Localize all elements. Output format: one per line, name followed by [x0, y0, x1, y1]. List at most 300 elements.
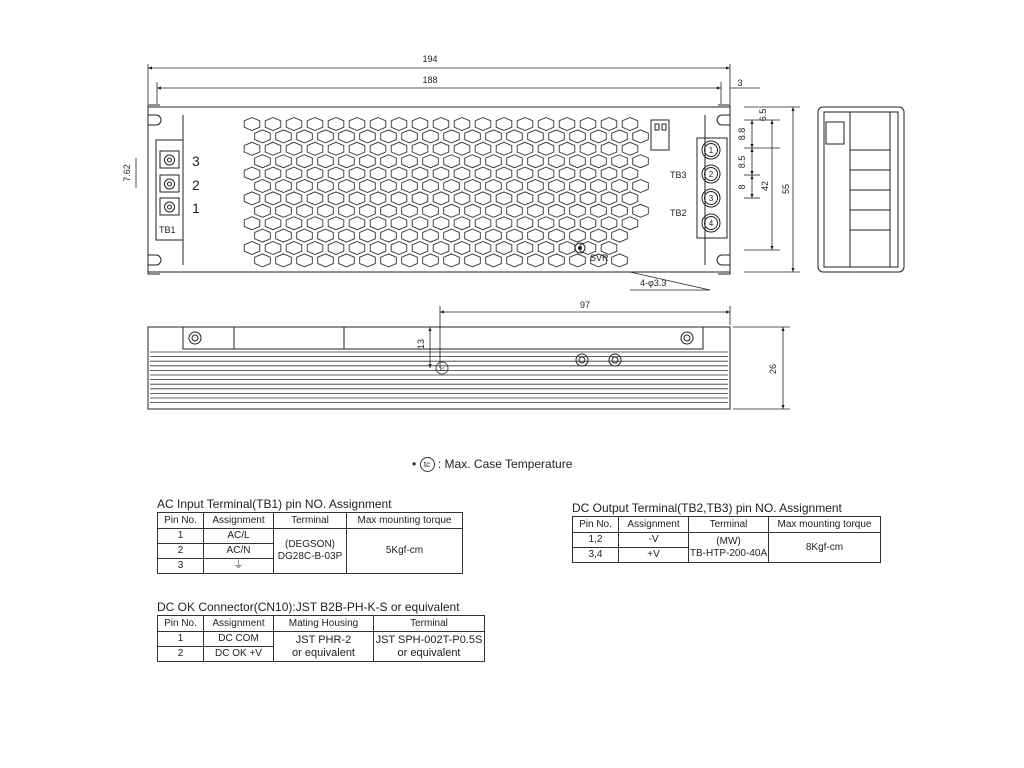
vent-hole [381, 130, 397, 143]
vent-hole [496, 217, 512, 230]
vent-hole [622, 118, 638, 131]
vent-hole [570, 204, 586, 217]
vent-hole [412, 242, 428, 255]
vent-hole [559, 118, 575, 131]
vent-hole [612, 204, 628, 217]
ac-table-title: AC Input Terminal(TB1) pin NO. Assignment [157, 497, 392, 511]
ac-row-1-pin: 1 [158, 529, 204, 544]
vent-hole [580, 217, 596, 230]
vent-hole [360, 229, 376, 242]
vent-hole [559, 217, 575, 230]
dim-height: 26 [768, 363, 778, 375]
dim-mount-offset: 6.5 [758, 108, 768, 122]
vent-hole [549, 180, 565, 193]
vent-hole [612, 229, 628, 242]
vent-hole [402, 130, 418, 143]
dim-tc-offset: 97 [579, 300, 591, 310]
tb1-pin-1: 1 [192, 200, 200, 216]
tc-symbol: tc [420, 457, 435, 472]
vent-hole [549, 254, 565, 267]
vent-hole [255, 180, 271, 193]
tb1-screw-center [168, 205, 172, 209]
vent-hole [601, 118, 617, 131]
vent-hole [318, 155, 334, 168]
end-view [818, 107, 904, 272]
vent-hole [622, 217, 638, 230]
vent-hole [475, 217, 491, 230]
dc-terminal-line2: TB-HTP-200-40A [689, 547, 768, 559]
vent-hole [622, 142, 638, 155]
vent-hole [276, 155, 292, 168]
vent-hole [496, 192, 512, 205]
ac-input-table [157, 497, 463, 574]
dc-ok-connector [651, 120, 669, 150]
vent-hole [328, 192, 344, 205]
vent-hole [349, 142, 365, 155]
vent-hole [286, 118, 302, 131]
dim-body-length: 188 [422, 75, 438, 85]
vent-hole [318, 204, 334, 217]
vent-hole [444, 155, 460, 168]
vent-hole [517, 217, 533, 230]
dc-torque: 8Kgf-cm [769, 533, 881, 563]
vent-hole [370, 217, 386, 230]
vent-hole [255, 204, 271, 217]
ac-header-terminal: Terminal [274, 513, 347, 529]
dc-header-terminal: Terminal [689, 517, 769, 533]
vent-hole [538, 167, 554, 180]
vent-hole [297, 130, 313, 143]
vent-hole [307, 118, 323, 131]
vent-hole [517, 167, 533, 180]
dc-row-1-pin: 1,2 [573, 533, 619, 548]
vent-hole [244, 242, 260, 255]
vent-hole [444, 229, 460, 242]
vent-hole [601, 167, 617, 180]
vent-hole [297, 204, 313, 217]
vent-hole [381, 254, 397, 267]
vent-hole [297, 155, 313, 168]
vent-hole [486, 229, 502, 242]
vent-hole [339, 130, 355, 143]
vent-hole [402, 254, 418, 267]
vent-hole [570, 130, 586, 143]
vent-hole [475, 192, 491, 205]
vent-hole [465, 229, 481, 242]
dc-header-torque: Max mounting torque [769, 517, 881, 533]
ok-row-1-pin: 1 [158, 632, 204, 647]
vent-hole [276, 254, 292, 267]
vent-hole [612, 130, 628, 143]
vent-hole [475, 142, 491, 155]
vent-hole [307, 142, 323, 155]
vent-hole [402, 229, 418, 242]
vent-hole [570, 180, 586, 193]
vent-hole [528, 155, 544, 168]
vent-hole [318, 229, 334, 242]
vent-hole [507, 254, 523, 267]
legend-bullet: • [412, 457, 417, 471]
vent-hole [244, 142, 260, 155]
ok-header-pin: Pin No. [158, 616, 204, 632]
vent-hole [423, 130, 439, 143]
vent-hole [381, 180, 397, 193]
vent-hole [370, 118, 386, 131]
ac-header-torque: Max mounting torque [347, 513, 463, 529]
vent-hole [349, 217, 365, 230]
dc-pin-1: 1 [708, 146, 714, 155]
dc-header-pin: Pin No. [573, 517, 619, 533]
vent-hole [496, 118, 512, 131]
tb1-screw [165, 155, 175, 165]
vent-hole [265, 192, 281, 205]
tb1-screw-center [168, 182, 172, 186]
vent-hole [339, 254, 355, 267]
top-view-body [148, 107, 730, 272]
vent-hole [391, 242, 407, 255]
dc-ok-table [157, 600, 485, 662]
vent-hole [528, 180, 544, 193]
vent-hole [328, 167, 344, 180]
tb1-label: TB1 [159, 225, 176, 235]
vent-hole [507, 229, 523, 242]
dc-pin-2: 2 [708, 170, 714, 179]
vent-hole [255, 155, 271, 168]
vent-hole [454, 242, 470, 255]
mount-holes-label: 4-φ3.3 [640, 278, 667, 288]
tb3-label: TB3 [670, 170, 687, 180]
vent-hole [381, 155, 397, 168]
dc-pin-4: 4 [708, 219, 714, 228]
ok-housing-line1: JST PHR-2 [295, 633, 352, 646]
vent-hole [349, 192, 365, 205]
vent-hole [402, 204, 418, 217]
vent-hole [286, 192, 302, 205]
dc-output-table [572, 501, 881, 563]
dc-header-assignment: Assignment [619, 517, 689, 533]
vent-hole [465, 155, 481, 168]
vent-hole [349, 242, 365, 255]
tb1-screw [165, 202, 175, 212]
vent-hole [622, 192, 638, 205]
vent-hole [276, 229, 292, 242]
vent-hole [580, 142, 596, 155]
vent-hole [391, 118, 407, 131]
vent-hole [486, 204, 502, 217]
ok-header-assignment: Assignment [204, 616, 274, 632]
vent-hole [391, 217, 407, 230]
vent-hole [286, 242, 302, 255]
vent-hole [391, 192, 407, 205]
tc-legend [412, 457, 572, 472]
vent-hole [549, 155, 565, 168]
ac-torque: 5Kgf-cm [347, 529, 463, 574]
vent-hole [444, 130, 460, 143]
vent-hole [297, 180, 313, 193]
vent-hole [307, 167, 323, 180]
vent-hole [328, 118, 344, 131]
ok-terminal [374, 632, 485, 662]
vent-hole [465, 130, 481, 143]
vent-hole [265, 217, 281, 230]
vent-hole [507, 155, 523, 168]
vent-hole [381, 229, 397, 242]
ac-terminal-line2: DG28C-B-03P [277, 551, 343, 562]
vent-hole [475, 167, 491, 180]
ventilation-holes [244, 118, 648, 267]
ac-row-2-pin: 2 [158, 544, 204, 559]
vent-hole [507, 180, 523, 193]
dim-hole-spacing: 42 [760, 180, 770, 192]
vent-hole [444, 254, 460, 267]
vent-hole [496, 167, 512, 180]
dim-pitch-1: 8.8 [737, 127, 747, 141]
vent-hole [433, 242, 449, 255]
vent-hole [486, 254, 502, 267]
vent-hole [423, 180, 439, 193]
vent-hole [265, 142, 281, 155]
ok-housing-line2: or equivalent [292, 646, 355, 659]
vent-hole [612, 180, 628, 193]
vent-hole [244, 217, 260, 230]
vent-hole [570, 155, 586, 168]
vent-hole [549, 204, 565, 217]
vent-hole [339, 155, 355, 168]
vent-hole [633, 204, 649, 217]
vent-hole [528, 204, 544, 217]
vent-hole [591, 130, 607, 143]
dc-pin-3: 3 [708, 194, 714, 203]
vent-hole [412, 192, 428, 205]
vent-hole [265, 118, 281, 131]
vent-hole [433, 192, 449, 205]
vent-hole [286, 167, 302, 180]
vent-hole [370, 192, 386, 205]
vent-hole [244, 192, 260, 205]
vent-hole [265, 242, 281, 255]
ok-header-housing: Mating Housing [274, 616, 374, 632]
vent-hole [570, 229, 586, 242]
vent-hole [276, 180, 292, 193]
vent-hole [349, 118, 365, 131]
tb1-pin-labels [192, 153, 200, 216]
ok-row-2-pin: 2 [158, 647, 204, 662]
vent-hole [307, 217, 323, 230]
dim-pitch-2: 8.5 [737, 155, 747, 169]
vent-hole [517, 242, 533, 255]
vent-hole [465, 254, 481, 267]
ac-terminal-line1: (DEGSON) [285, 539, 335, 550]
vent-hole [360, 130, 376, 143]
vent-hole [255, 254, 271, 267]
ac-row-2-assignment: AC/N [204, 544, 274, 559]
vent-hole [244, 118, 260, 131]
vent-hole [591, 180, 607, 193]
front-dimension-text [416, 300, 778, 374]
vent-hole [339, 204, 355, 217]
vent-hole [580, 167, 596, 180]
vent-hole [297, 229, 313, 242]
ac-terminal [274, 529, 347, 574]
vent-hole [559, 167, 575, 180]
vent-hole [538, 142, 554, 155]
vent-hole [601, 142, 617, 155]
vent-hole [423, 229, 439, 242]
vent-hole [538, 192, 554, 205]
vent-hole [538, 242, 554, 255]
vent-hole [360, 180, 376, 193]
vent-hole [381, 204, 397, 217]
vent-hole [528, 229, 544, 242]
vent-hole [391, 167, 407, 180]
vent-hole [496, 242, 512, 255]
dc-row-2-pin: 3,4 [573, 548, 619, 563]
vent-hole [339, 180, 355, 193]
vent-hole [622, 167, 638, 180]
vent-hole [507, 130, 523, 143]
vent-hole [454, 217, 470, 230]
vent-hole [433, 217, 449, 230]
vent-hole [517, 142, 533, 155]
vent-hole [507, 204, 523, 217]
vent-hole [559, 242, 575, 255]
vent-hole [360, 155, 376, 168]
vent-hole [328, 242, 344, 255]
vent-hole [475, 242, 491, 255]
vent-hole [255, 130, 271, 143]
vent-hole [402, 155, 418, 168]
vent-hole [412, 217, 428, 230]
front-screw-right [681, 332, 693, 344]
top-dimension-text [122, 54, 791, 288]
ac-row-1-assignment: AC/L [204, 529, 274, 544]
ok-row-2-assignment: DC OK +V [204, 647, 274, 662]
vent-hole [423, 204, 439, 217]
ok-housing [274, 632, 374, 662]
tb1-screw [165, 179, 175, 189]
vent-hole [591, 229, 607, 242]
svr-label: SVR [590, 253, 609, 263]
vent-hole [370, 167, 386, 180]
vent-hole [517, 192, 533, 205]
vent-hole [633, 155, 649, 168]
dim-pitch-3: 8 [737, 184, 747, 190]
vent-hole [465, 180, 481, 193]
vent-hole [454, 142, 470, 155]
vent-hole [559, 192, 575, 205]
tb1-pin-2: 2 [192, 177, 200, 193]
vent-hole [286, 217, 302, 230]
dc-terminal-line1: (MW) [716, 535, 741, 547]
dc-row-2-assignment: +V [619, 548, 689, 563]
vent-hole [391, 142, 407, 155]
vent-hole [318, 180, 334, 193]
tc-point-label: tc [439, 367, 445, 373]
vent-hole [454, 118, 470, 131]
vent-hole [601, 217, 617, 230]
front-screw-left [189, 332, 201, 344]
vent-hole [307, 192, 323, 205]
vent-hole [433, 167, 449, 180]
vent-hole [517, 118, 533, 131]
vent-hole [286, 142, 302, 155]
ok-terminal-line2: or equivalent [397, 646, 461, 659]
dim-tb1-pitch: 7.62 [122, 164, 132, 182]
vent-hole [265, 167, 281, 180]
vent-hole [538, 118, 554, 131]
ok-row-1-assignment: DC COM [204, 632, 274, 647]
ok-terminal-line1: JST SPH-002T-P0.5S [375, 633, 483, 646]
vent-hole [360, 254, 376, 267]
vent-hole [465, 204, 481, 217]
ok-table-title: DC OK Connector(CN10):JST B2B-PH-K-S or equivalent [157, 600, 460, 614]
vent-hole [276, 130, 292, 143]
top-view [148, 105, 730, 274]
vent-hole [339, 229, 355, 242]
vent-hole [549, 130, 565, 143]
ac-row-3-assignment: ⏚ [204, 559, 274, 574]
vent-hole [412, 167, 428, 180]
vent-hole [444, 180, 460, 193]
vent-hole [318, 130, 334, 143]
heatsink-fins [150, 352, 728, 403]
vent-hole [633, 130, 649, 143]
dc-row-1-assignment: -V [619, 533, 689, 548]
vent-hole [412, 142, 428, 155]
tb1-screw-center [168, 158, 172, 162]
vent-hole [297, 254, 313, 267]
vent-hole [538, 217, 554, 230]
tb1-pin-3: 3 [192, 153, 200, 169]
vent-hole [423, 155, 439, 168]
vent-hole [349, 167, 365, 180]
ac-row-3-pin: 3 [158, 559, 204, 574]
ac-header-assignment: Assignment [204, 513, 274, 529]
vent-hole [486, 180, 502, 193]
dc-terminal [689, 533, 769, 563]
dim-tc-height: 13 [416, 338, 426, 350]
vent-hole [433, 118, 449, 131]
legend-text: : Max. Case Temperature [437, 457, 573, 471]
vent-hole [454, 192, 470, 205]
vent-hole [570, 254, 586, 267]
vent-hole [528, 130, 544, 143]
vent-hole [496, 142, 512, 155]
vent-hole [454, 167, 470, 180]
vent-hole [328, 217, 344, 230]
vent-hole [328, 142, 344, 155]
vent-hole [486, 130, 502, 143]
vent-hole [244, 167, 260, 180]
vent-hole [433, 142, 449, 155]
vent-hole [633, 180, 649, 193]
dim-width: 55 [781, 183, 791, 195]
vent-hole [580, 118, 596, 131]
vent-hole [475, 118, 491, 131]
dc-table-title: DC Output Terminal(TB2,TB3) pin NO. Assignment [572, 501, 842, 515]
vent-hole [412, 118, 428, 131]
dim-overall-length: 194 [422, 54, 438, 64]
vent-hole [580, 192, 596, 205]
tb2-label: TB2 [670, 208, 687, 218]
ac-header-pin: Pin No. [158, 513, 204, 529]
vent-hole [307, 242, 323, 255]
vent-hole [612, 254, 628, 267]
vent-hole [255, 229, 271, 242]
vent-hole [370, 142, 386, 155]
vent-hole [601, 192, 617, 205]
vent-hole [318, 254, 334, 267]
